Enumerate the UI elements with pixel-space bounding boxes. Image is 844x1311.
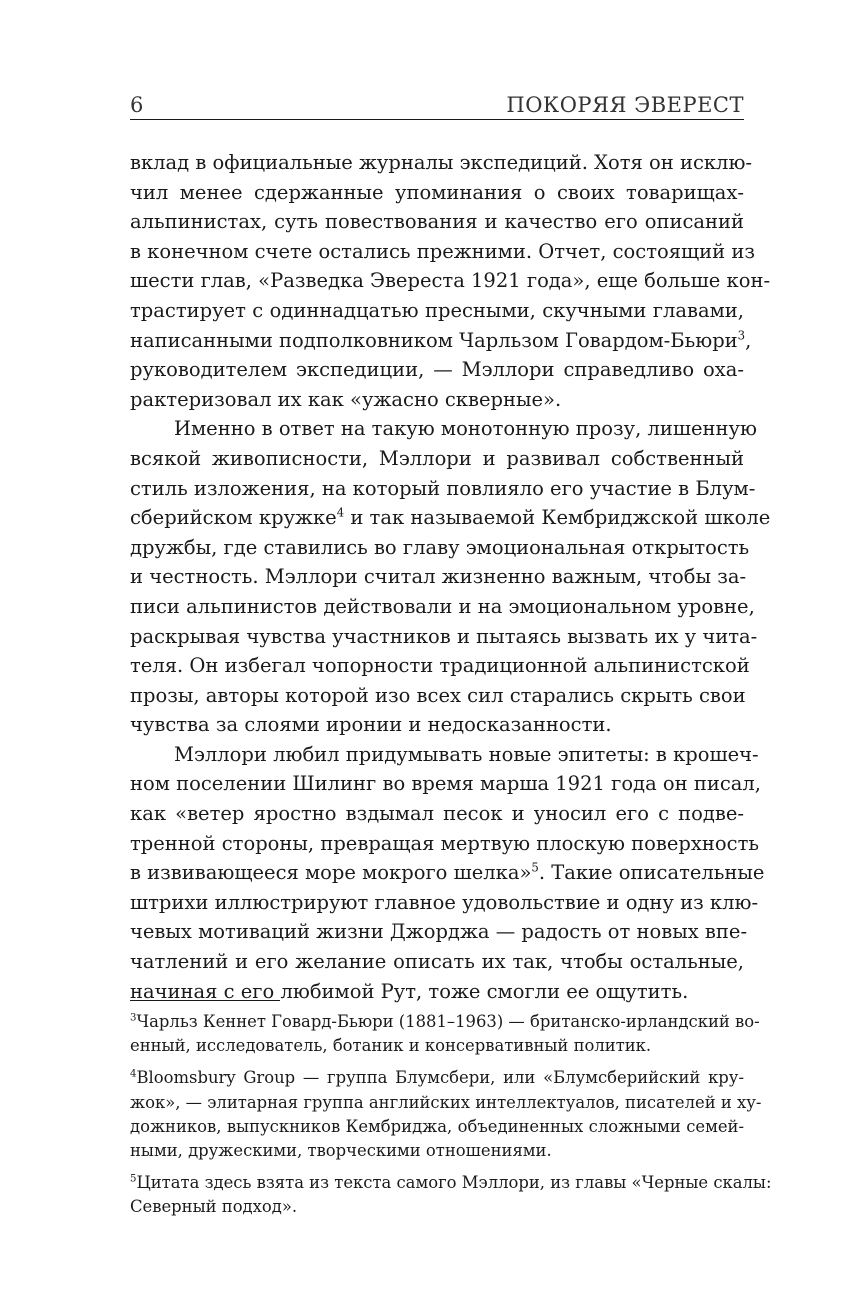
text-line-with-footnote [130, 503, 771, 533]
text-segment: Цитата здесь взята из текста самого Мэллори, из главы «Черные скалы: [136, 1173, 772, 1193]
footnote-4 [130, 1066, 762, 1163]
text-line: ном поселении Шилинг во время марша 1921 года он писал, [130, 772, 761, 796]
footnote-line: Северный подход». [130, 1197, 298, 1217]
main-text [130, 148, 771, 1006]
text-line: руководителем экспедиции, — Мэллори справедливо оха- [130, 358, 744, 382]
text-line-with-footnote [130, 326, 752, 356]
text-segment: сберийском кружке [130, 506, 337, 530]
text-line: чевых мотиваций жизни Джорджа — радость от новых впе- [130, 920, 748, 944]
footnote-line [130, 1066, 744, 1090]
text-line-with-footnote [130, 858, 765, 888]
text-line: теля. Он избегал чопорности традиционной альпинистской [130, 654, 750, 678]
text-segment: Bloomsbury Group — группа Блумсбери, или «Блумсберийский кру- [136, 1068, 744, 1088]
text-line: тренной стороны, превращая мертвую плоскую поверхность [130, 831, 759, 855]
footnote-line: ными, дружескими, творческими отношениями. [130, 1140, 552, 1160]
text-line: шести глав, «Разведка Эвереста 1921 года», еще больше кон- [130, 269, 771, 293]
footnote-mark: 3 [130, 1012, 137, 1024]
footnote-mark: 5 [130, 1173, 137, 1185]
footnote-line [130, 1171, 772, 1195]
text-line: всякой живописности, Мэллори и развивал собственный [130, 446, 744, 470]
text-line: чатлений и его желание описать их так, чтобы остальные, [130, 950, 744, 974]
text-line: вклад в официальные журналы экспедиций. Хотя он исклю- [130, 151, 753, 174]
footnote-line: жок», — элитарная группа английских интеллектуалов, писателей и ху- [130, 1092, 762, 1112]
paragraph-2 [130, 414, 771, 740]
text-line: рактеризовал их как «ужасно скверные». [130, 387, 562, 411]
text-segment: , [745, 328, 752, 352]
text-line: Мэллори любил придумывать новые эпитеты: в крошеч- [174, 742, 759, 766]
running-title: ПОКОРЯЯ ЭВЕРЕСТ [506, 93, 744, 117]
text-segment: в извивающееся море мокрого шелка» [130, 861, 532, 885]
text-line: как «ветер яростно вздымал песок и уносил его с подве- [130, 802, 744, 826]
text-line: дружбы, где ставились во главу эмоциональная открытость [130, 535, 750, 559]
text-line: альпинистах, суть повествования и качество его описаний [130, 210, 744, 234]
footnote-mark: 4 [130, 1068, 137, 1080]
text-segment: и так называемой Кембриджской школе [344, 506, 771, 530]
text-line: начиная с его любимой Рут, тоже смогли ее ощутить. [130, 979, 689, 1003]
text-line: штрихи иллюстрируют главное удовольствие и одну из клю- [130, 890, 759, 914]
footnote-3 [130, 1010, 760, 1058]
text-line: и честность. Мэллори считал жизненно важным, чтобы за- [130, 565, 747, 589]
footnote-line: енный, исследователь, ботаник и консервативный политик. [130, 1036, 652, 1056]
text-segment: Чарльз Кеннет Говард-Бьюри (1881–1963) — британско-ирландский во- [136, 1012, 760, 1031]
footnote-line [130, 1010, 760, 1034]
text-line: прозы, авторы которой изо всех сил старались скрыть свои [130, 683, 746, 707]
text-line: раскрывая чувства участников и пытаясь вызвать их у чита- [130, 624, 758, 648]
footnote-ref-3[interactable]: 3 [737, 328, 746, 343]
paragraph-3 [130, 740, 765, 1006]
text-line: чил менее сдержанные упоминания о своих товарищах- [130, 180, 744, 204]
text-line: чувства за слоями иронии и недосказанности. [130, 713, 612, 737]
paragraph-1 [130, 148, 771, 414]
text-line: писи альпинистов действовали и на эмоциональном уровне, [130, 594, 755, 618]
text-segment: . Такие описательные [538, 861, 765, 885]
footnote-line: дожников, выпускников Кембриджа, объединенных сложными семей- [130, 1116, 744, 1136]
footnote-separator [130, 1000, 280, 1001]
text-line: в конечном счете остались прежними. Отчет, состоящий из [130, 239, 755, 263]
text-line: трастирует с одиннадцатью пресными, скучными главами, [130, 298, 744, 322]
text-line: Именно в ответ на такую монотонную прозу, лишенную [174, 417, 757, 441]
footnote-ref-4[interactable]: 4 [336, 505, 345, 520]
footnote-5 [130, 1171, 772, 1219]
footnote-ref-5[interactable]: 5 [531, 860, 539, 875]
running-header [130, 93, 744, 120]
footnotes [130, 1010, 772, 1228]
text-segment: написанными подполковником Чарльзом Говардом-Бьюри [130, 328, 738, 352]
text-line: стиль изложения, на который повлияло его участие в Блум- [130, 476, 756, 500]
page-number: 6 [130, 93, 144, 117]
